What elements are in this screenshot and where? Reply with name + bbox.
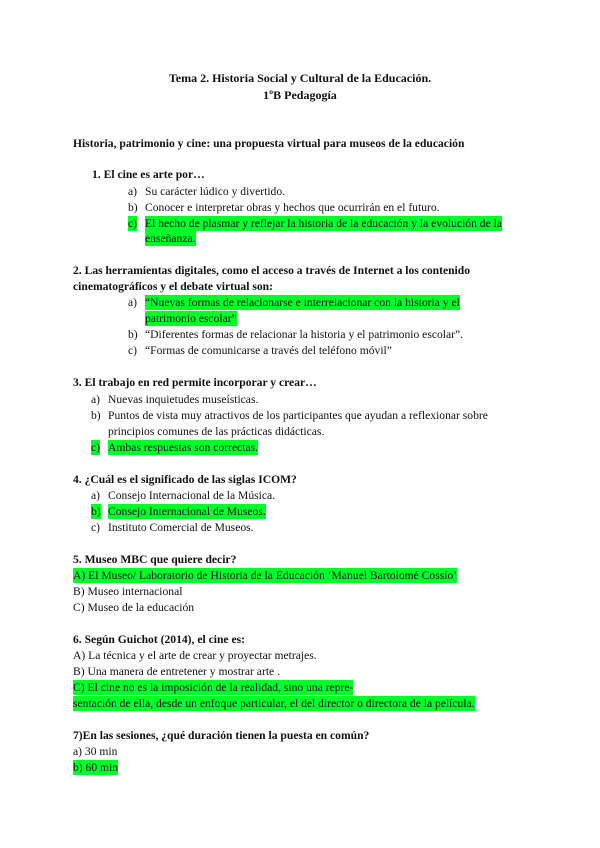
option-label: c) bbox=[91, 441, 101, 454]
option-text: B) Museo internacional bbox=[73, 585, 183, 598]
option-text: a) 30 min bbox=[73, 745, 118, 758]
option-label: a) bbox=[91, 489, 101, 502]
option-text-correct: “Nuevas formas de relacionarse e interrelacionar con la historia y el bbox=[145, 296, 460, 309]
option-label: b) bbox=[128, 201, 138, 214]
question-2: 2. Las herramientas digitales, como el acceso a través de Internet a los contenido bbox=[73, 264, 471, 277]
option-text-correct: sentación de ella, desde un enfoque particular, el del director o directora de la película. bbox=[73, 697, 475, 710]
option-text: B) Una manera de entretener y mostrar arte . bbox=[73, 665, 280, 678]
option-text: “Formas de comunicarse a través del teléfono móvil” bbox=[145, 344, 392, 357]
document-subtitle: 1ºB Pedagogía bbox=[263, 88, 337, 102]
option-text-correct: patrimonio escolar” bbox=[145, 312, 237, 325]
question-5: 5. Museo MBC que quiere decir? bbox=[73, 553, 237, 566]
question-2-cont: cinematográficos y el debate virtual son: bbox=[73, 280, 273, 293]
option-label: b) bbox=[91, 409, 101, 422]
option-label: c) bbox=[128, 344, 138, 357]
question-6: 6. Según Guichot (2014), el cine es: bbox=[73, 633, 245, 646]
option-label: a) bbox=[91, 393, 101, 406]
option-text-correct: b) 60 min bbox=[73, 761, 119, 774]
option-text: Puntos de vista muy atractivos de los participantes que ayudan a reflexionar sobre bbox=[108, 409, 488, 422]
option-label: b) bbox=[91, 505, 101, 518]
option-label: c) bbox=[91, 521, 101, 534]
option-text: Consejo Internacional de la Música. bbox=[108, 489, 276, 502]
option-text-correct: El hecho de plasmar y reflejar la historia de la educación y la evolución de la bbox=[145, 217, 503, 230]
option-text-correct: Ambas respuestas son correctas. bbox=[108, 441, 259, 454]
option-label: c) bbox=[128, 217, 138, 230]
question-4: 4. ¿Cuál es el significado de las siglas ICOM? bbox=[73, 473, 297, 486]
option-label: a) bbox=[128, 296, 138, 309]
option-text: A) La técnica y el arte de crear y proyectar metrajes. bbox=[73, 649, 317, 662]
option-label: b) bbox=[128, 328, 138, 341]
option-text: Nuevas inquietudes museísticas. bbox=[108, 393, 259, 406]
option-text-correct: A) El Museo/ Laboratorio de Historia de la Educación ‘Manuel Bartolomé Cossío’ bbox=[73, 569, 458, 582]
question-1: 1. El cine es arte por… bbox=[92, 168, 205, 181]
section-heading: Historia, patrimonio y cine: una propuesta virtual para museos de la educación bbox=[73, 137, 465, 150]
option-text: C) Museo de la educación bbox=[73, 601, 195, 614]
document-title: Tema 2. Historia Social y Cultural de la Educación. bbox=[168, 71, 432, 85]
option-text-correct: C) El cine no es la imposición de la realidad, sino una repre- bbox=[73, 681, 354, 694]
option-text: principios comunes de las prácticas didácticas. bbox=[108, 425, 325, 438]
option-text: Instituto Comercial de Museos. bbox=[108, 521, 254, 534]
option-label: a) bbox=[128, 185, 138, 198]
option-text: Conocer e interpretar obras y hechos que ocurrirán en el futuro. bbox=[145, 201, 440, 214]
question-7: 7)En las sesiones, ¿qué duración tienen la puesta en común? bbox=[73, 729, 370, 742]
option-text: “Diferentes formas de relacionar la historia y el patrimonio escolar”. bbox=[145, 328, 464, 341]
option-text: Su carácter lúdico y divertido. bbox=[145, 185, 286, 198]
option-text-correct: Consejo Internacional de Museos. bbox=[108, 505, 266, 518]
question-3: 3. El trabajo en red permite incorporar y crear… bbox=[73, 376, 317, 389]
option-text-correct: enseñanza. bbox=[145, 232, 196, 245]
